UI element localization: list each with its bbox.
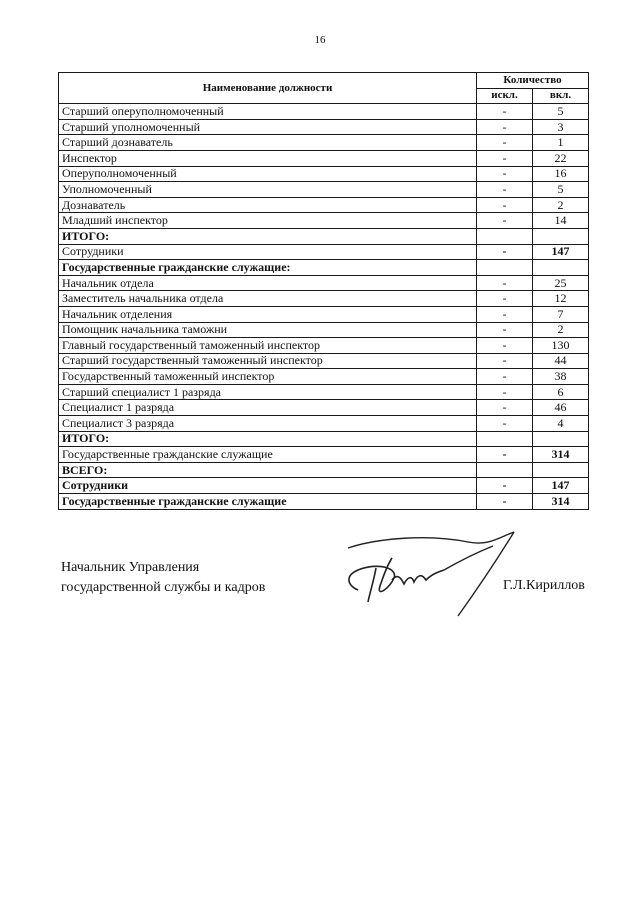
included-count-cell: 314 bbox=[533, 447, 589, 463]
table-row bbox=[59, 228, 589, 244]
position-name-cell: Государственные гражданские служащие bbox=[59, 494, 477, 510]
excluded-count-cell: - bbox=[477, 275, 533, 291]
excluded-count-cell: - bbox=[477, 150, 533, 166]
included-count-cell: 147 bbox=[533, 244, 589, 260]
included-count-cell: 4 bbox=[533, 416, 589, 432]
table-row bbox=[59, 197, 589, 213]
position-name-cell: Специалист 1 разряда bbox=[59, 400, 477, 416]
excluded-count-cell: - bbox=[477, 494, 533, 510]
included-count-cell: 130 bbox=[533, 338, 589, 354]
signer-position bbox=[61, 558, 265, 598]
table-row bbox=[59, 353, 589, 369]
excluded-count-cell bbox=[477, 431, 533, 447]
table-row bbox=[59, 150, 589, 166]
included-count-cell: 6 bbox=[533, 384, 589, 400]
table-row bbox=[59, 306, 589, 322]
table-row bbox=[59, 213, 589, 229]
position-name-cell: Дознаватель bbox=[59, 197, 477, 213]
table-row bbox=[59, 494, 589, 510]
position-name-cell: Старший дознаватель bbox=[59, 135, 477, 151]
included-count-cell bbox=[533, 260, 589, 276]
included-count-cell: 314 bbox=[533, 494, 589, 510]
excluded-count-cell: - bbox=[477, 478, 533, 494]
position-name-cell: Сотрудники bbox=[59, 478, 477, 494]
included-header: вкл. bbox=[533, 88, 589, 104]
table-row bbox=[59, 244, 589, 260]
table-row bbox=[59, 275, 589, 291]
table-row bbox=[59, 384, 589, 400]
position-name-cell: Начальник отделения bbox=[59, 306, 477, 322]
position-name-cell: Старший государственный таможенный инспектор bbox=[59, 353, 477, 369]
excluded-count-cell: - bbox=[477, 447, 533, 463]
position-name-cell: Инспектор bbox=[59, 150, 477, 166]
included-count-cell: 44 bbox=[533, 353, 589, 369]
table-row bbox=[59, 166, 589, 182]
position-name-cell: Государственные гражданские служащие: bbox=[59, 260, 477, 276]
excluded-count-cell: - bbox=[477, 400, 533, 416]
page-number: 16 bbox=[314, 34, 326, 46]
excluded-count-cell: - bbox=[477, 213, 533, 229]
included-count-cell bbox=[533, 228, 589, 244]
included-count-cell: 46 bbox=[533, 400, 589, 416]
table-row bbox=[59, 447, 589, 463]
signer-position-line-1: Начальник Управления bbox=[61, 560, 200, 575]
position-name-cell: Государственные гражданские служащие bbox=[59, 447, 477, 463]
included-count-cell: 5 bbox=[533, 104, 589, 120]
position-name-cell: Младший инспектор bbox=[59, 213, 477, 229]
signer-name: Г.Л.Кириллов bbox=[503, 578, 585, 593]
position-name-cell: Государственный таможенный инспектор bbox=[59, 369, 477, 385]
table-body bbox=[59, 104, 589, 509]
table-row bbox=[59, 462, 589, 478]
position-name-cell: Специалист 3 разряда bbox=[59, 416, 477, 432]
position-name-cell: Начальник отдела bbox=[59, 275, 477, 291]
included-count-cell: 16 bbox=[533, 166, 589, 182]
staff-table bbox=[58, 72, 589, 510]
excluded-count-cell: - bbox=[477, 244, 533, 260]
quantity-header: Количество bbox=[477, 73, 589, 89]
position-name-cell: ВСЕГО: bbox=[59, 462, 477, 478]
included-count-cell: 25 bbox=[533, 275, 589, 291]
table-row bbox=[59, 104, 589, 120]
table-row bbox=[59, 338, 589, 354]
table-row bbox=[59, 135, 589, 151]
excluded-count-cell bbox=[477, 462, 533, 478]
excluded-header: искл. bbox=[477, 88, 533, 104]
included-count-cell: 2 bbox=[533, 197, 589, 213]
excluded-count-cell: - bbox=[477, 197, 533, 213]
table-row bbox=[59, 416, 589, 432]
included-count-cell: 14 bbox=[533, 213, 589, 229]
table-row bbox=[59, 291, 589, 307]
position-name-cell: ИТОГО: bbox=[59, 228, 477, 244]
position-name-cell: Заместитель начальника отдела bbox=[59, 291, 477, 307]
position-name-cell: Помощник начальника таможни bbox=[59, 322, 477, 338]
position-name-cell: Оперуполномоченный bbox=[59, 166, 477, 182]
excluded-count-cell: - bbox=[477, 353, 533, 369]
included-count-cell: 3 bbox=[533, 119, 589, 135]
table-row bbox=[59, 119, 589, 135]
excluded-count-cell: - bbox=[477, 306, 533, 322]
excluded-count-cell: - bbox=[477, 384, 533, 400]
excluded-count-cell: - bbox=[477, 291, 533, 307]
table-row bbox=[59, 431, 589, 447]
position-name-cell: Старший уполномоченный bbox=[59, 119, 477, 135]
excluded-count-cell bbox=[477, 228, 533, 244]
signer-position-line-2: государственной службы и кадров bbox=[61, 580, 266, 595]
position-name-cell: Старший специалист 1 разряда bbox=[59, 384, 477, 400]
included-count-cell bbox=[533, 431, 589, 447]
position-name-cell: Старший оперуполномоченный bbox=[59, 104, 477, 120]
table-row bbox=[59, 260, 589, 276]
table-row bbox=[59, 400, 589, 416]
position-name-header: Наименование должности bbox=[59, 73, 477, 104]
included-count-cell: 5 bbox=[533, 182, 589, 198]
excluded-count-cell: - bbox=[477, 166, 533, 182]
included-count-cell: 38 bbox=[533, 369, 589, 385]
included-count-cell: 7 bbox=[533, 306, 589, 322]
included-count-cell: 147 bbox=[533, 478, 589, 494]
position-name-cell: ИТОГО: bbox=[59, 431, 477, 447]
table-row bbox=[59, 369, 589, 385]
handwritten-signature bbox=[318, 528, 528, 618]
position-name-cell: Главный государственный таможенный инспектор bbox=[59, 338, 477, 354]
excluded-count-cell: - bbox=[477, 322, 533, 338]
excluded-count-cell: - bbox=[477, 369, 533, 385]
excluded-count-cell: - bbox=[477, 104, 533, 120]
included-count-cell bbox=[533, 462, 589, 478]
excluded-count-cell: - bbox=[477, 119, 533, 135]
table-row bbox=[59, 182, 589, 198]
table-row bbox=[59, 322, 589, 338]
excluded-count-cell: - bbox=[477, 338, 533, 354]
position-name-cell: Сотрудники bbox=[59, 244, 477, 260]
included-count-cell: 12 bbox=[533, 291, 589, 307]
included-count-cell: 22 bbox=[533, 150, 589, 166]
included-count-cell: 2 bbox=[533, 322, 589, 338]
excluded-count-cell bbox=[477, 260, 533, 276]
excluded-count-cell: - bbox=[477, 416, 533, 432]
excluded-count-cell: - bbox=[477, 135, 533, 151]
position-name-cell: Уполномоченный bbox=[59, 182, 477, 198]
excluded-count-cell: - bbox=[477, 182, 533, 198]
included-count-cell: 1 bbox=[533, 135, 589, 151]
table-row bbox=[59, 478, 589, 494]
